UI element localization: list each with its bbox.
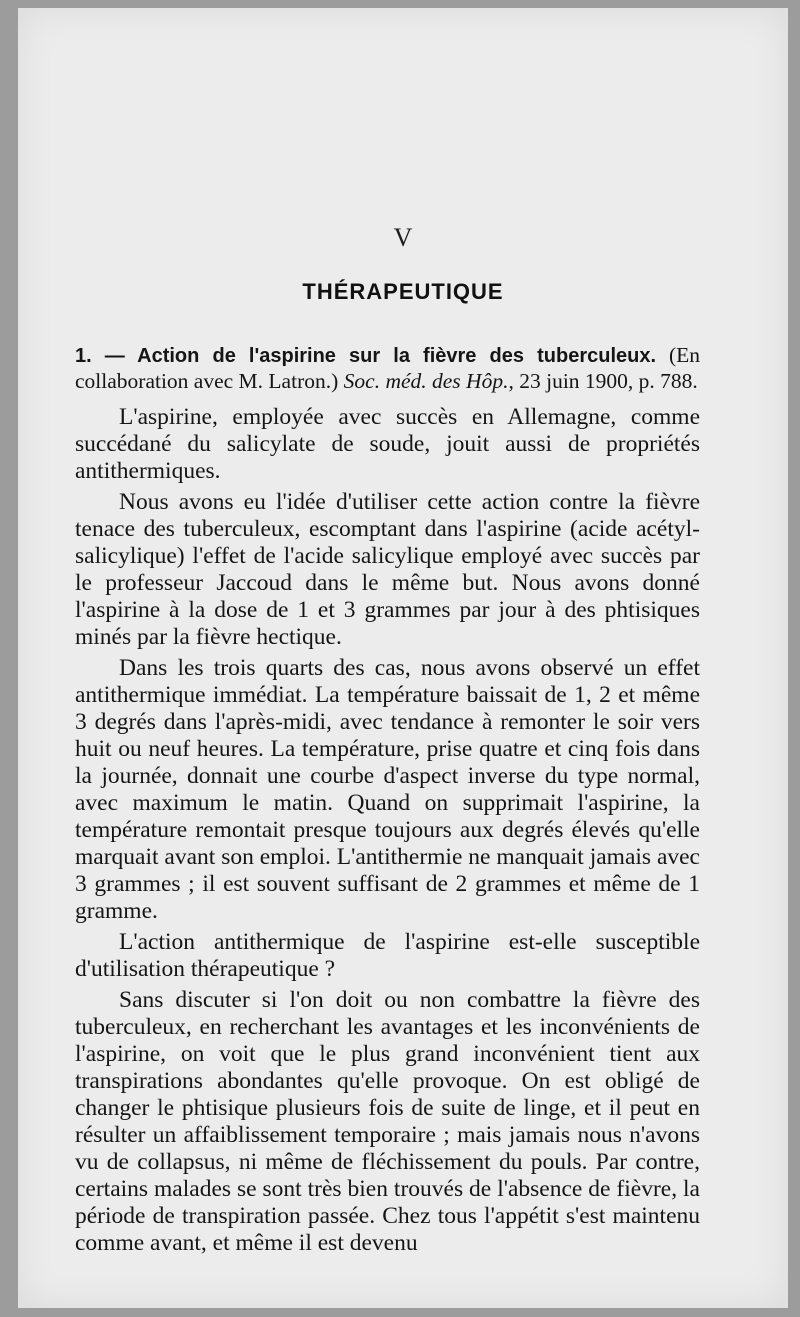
paragraph: L'action antithermique de l'aspirine est-elle susceptible d'utilisation thérapeutique ? [75, 929, 700, 982]
body-text [75, 343, 700, 1257]
paragraph: Nous avons eu l'idée d'utiliser cette action contre la fièvre tenace des tuberculeux, escomptant dans l'aspirine (acide acétyl-salicylique) l'effet de l'acide salicylique employé avec succès par le professeur Jaccoud dans le même but. Nous avons donné l'aspirine à la dose de 1 et 3 grammes par jour à des phtisiques minés par la fièvre hectique. [75, 489, 700, 650]
entry-journal: Soc. méd. des Hôp. [343, 369, 509, 393]
entry-collaboration: (En collaboration avec M. Latron.) [75, 343, 700, 393]
entry-date-page: , 23 juin 1900, p. 788. [508, 369, 698, 393]
section-number: V [393, 223, 413, 252]
paragraph: Sans discuter si l'on doit ou non combattre la fièvre des tuberculeux, en recherchant les avantages et les inconvénients de l'aspirine, on voit que le plus grand inconvénient tient aux transpirations abondantes qu'elle provoque. On est obligé de changer le phtisique plusieurs fois de suite de linge, et il peut en résulter un affaiblissement temporaire ; mais jamais nous n'avons vu de collapsus, ni même de fléchissement du pouls. Par contre, certains malades se sont très bien trouvés de l'absence de fièvre, la période de transpiration passée. Chez tous l'appétit s'est maintenu comme avant, et même il est devenu [75, 987, 700, 1256]
paragraph: L'aspirine, employée avec succès en Allemagne, comme succédané du salicylate de soude, jouit aussi de propriétés antithermiques. [75, 404, 700, 484]
paragraph: Dans les trois quarts des cas, nous avons observé un effet antithermique immédiat. La température baissait de 1, 2 et même 3 degrés dans l'après-midi, avec tendance à remonter le soir vers huit ou neuf heures. La température, prise quatre et cinq fois dans la journée, donnait une courbe d'aspect inverse du type normal, avec maximum le matin. Quand on supprimait l'aspirine, la température remontait presque toujours aux degrés élevés qu'elle marquait avant son emploi. L'antithermie ne manquait jamais avec 3 grammes ; il est souvent suffisant de 2 grammes et même de 1 gramme. [75, 655, 700, 924]
entry-citation [75, 343, 700, 394]
section-title: THÉRAPEUTIQUE [302, 279, 504, 304]
book-page [18, 8, 788, 1308]
show-through-text [113, 86, 733, 286]
entry-title: 1. — Action de l'aspirine sur la fièvre des tuberculeux. [75, 345, 657, 367]
